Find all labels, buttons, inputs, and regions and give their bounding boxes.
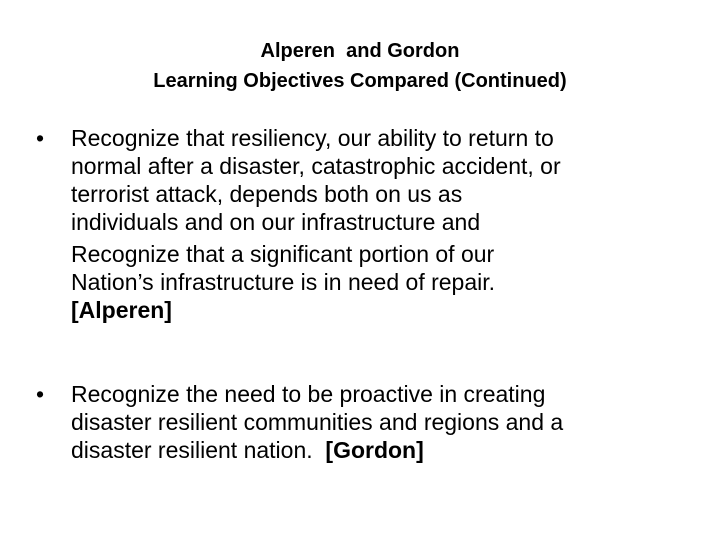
bullet-marker-icon: • <box>36 125 45 151</box>
title-line-1: Alperen and Gordon <box>260 40 460 62</box>
bullet-marker-icon: • <box>36 381 45 407</box>
bullet-text-line: normal after a disaster, catastrophic accident, or <box>71 153 561 179</box>
bullet-last-line <box>71 436 696 464</box>
bullet-text-line: Recognize the need to be proactive in creating <box>71 381 546 407</box>
slide-title <box>0 36 720 96</box>
bullet-text-line: Recognize that resiliency, our ability to return to <box>71 125 554 151</box>
citation-alperen: [Alperen] <box>71 297 172 323</box>
bullet-text-line: Recognize that a significant portion of our <box>71 241 495 267</box>
bullet-text-line: individuals and on our infrastructure and <box>71 209 481 235</box>
bullet-item-alperen <box>36 124 696 324</box>
bullet-item-gordon <box>36 380 696 464</box>
bullet-text-line: Nation’s infrastructure is in need of repair. <box>71 269 496 295</box>
bullet-list <box>36 124 696 464</box>
bullet-text-line: terrorist attack, depends both on us as <box>71 181 463 207</box>
citation-gordon: [Gordon] <box>325 437 424 463</box>
title-line-2: Learning Objectives Compared (Continued) <box>153 70 567 92</box>
bullet-text-fragment: disaster resilient nation. <box>71 437 326 463</box>
bullet-text-line: disaster resilient communities and regions and a <box>71 409 564 435</box>
